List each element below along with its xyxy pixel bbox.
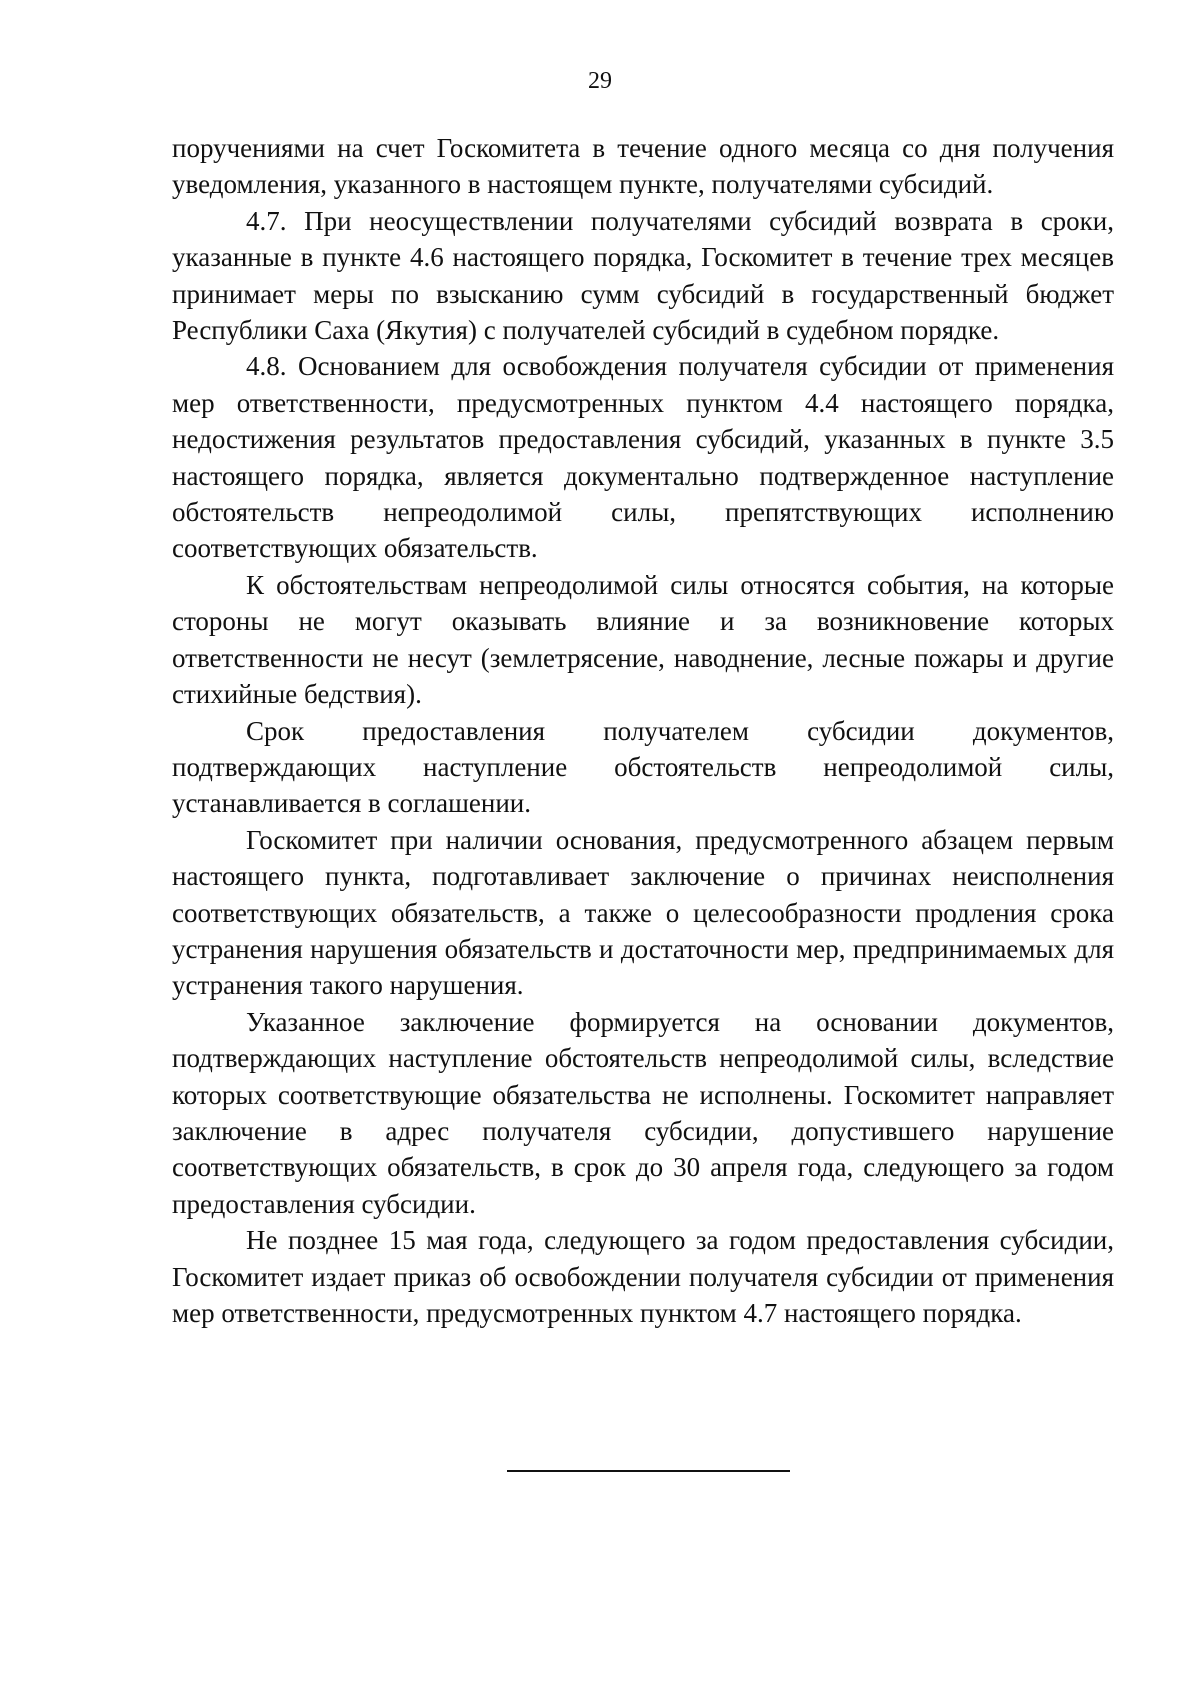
document-body bbox=[172, 130, 1114, 1331]
end-of-document-rule bbox=[507, 1470, 790, 1472]
paragraph-continuation: поручениями на счет Госкомитета в течение одного месяца со дня получения уведомления, указанного в настоящем пункте, получателями субсидий. bbox=[172, 133, 1114, 200]
paragraph-4-7: 4.7. При неосуществлении получателями субсидий возврата в сроки, указанные в пункте 4.6 настоящего порядка, Госкомитет в течение трех месяцев принимает меры по взысканию сумм субсидий в государственный бюджет Республики Саха (Якутия) с получателей субсидий в судебном порядке. bbox=[172, 205, 1114, 346]
paragraph-document-deadline: Срок предоставления получателем субсидии документов, подтверждающих наступление обстоятельств непреодолимой силы, устанавливается в соглашении. bbox=[172, 715, 1114, 819]
paragraph-release-order: Не позднее 15 мая года, следующего за годом предоставления субсидии, Госкомитет издает приказ об освобождении получателя субсидии от применения мер ответственности, предусмотренных пунктом 4.7 настоящего порядка. bbox=[172, 1225, 1114, 1328]
paragraph-force-majeure-definition: К обстоятельствам непреодолимой силы относятся события, на которые стороны не могут оказывать влияние и за возникновение которых ответственности не несут (землетрясение, наводнение, лесные пожары и другие стихийные бедствия). bbox=[172, 569, 1114, 710]
paragraph-conclusion-formation: Указанное заключение формируется на основании документов, подтверждающих наступление обстоятельств непреодолимой силы, вследствие которых соответствующие обязательства не исполнены. Госкомитет направляет заключение в адрес получателя субсидии, допустившего нарушение соответствующих обязательств, в срок до 30 апреля года, следующего за годом предоставления субсидии. bbox=[172, 1006, 1114, 1219]
page-number: 29 bbox=[588, 68, 612, 94]
paragraph-4-8: 4.8. Основанием для освобождения получателя субсидии от применения мер ответственности, предусмотренных пунктом 4.4 настоящего порядка, недостижения результатов предоставления субсидий, указанных в пункте 3.5 настоящего порядка, является документально подтвержденное наступление обстоятельств непреодолимой силы, препятствующих исполнению соответствующих обязательств. bbox=[172, 351, 1114, 564]
paragraph-conclusion-preparation: Госкомитет при наличии основания, предусмотренного абзацем первым настоящего пункта, подготавливает заключение о причинах неисполнения соответствующих обязательств, а также о целесообразности продления срока устранения нарушения обязательств и достаточности мер, предпринимаемых для устранения такого нарушения. bbox=[172, 824, 1114, 1001]
